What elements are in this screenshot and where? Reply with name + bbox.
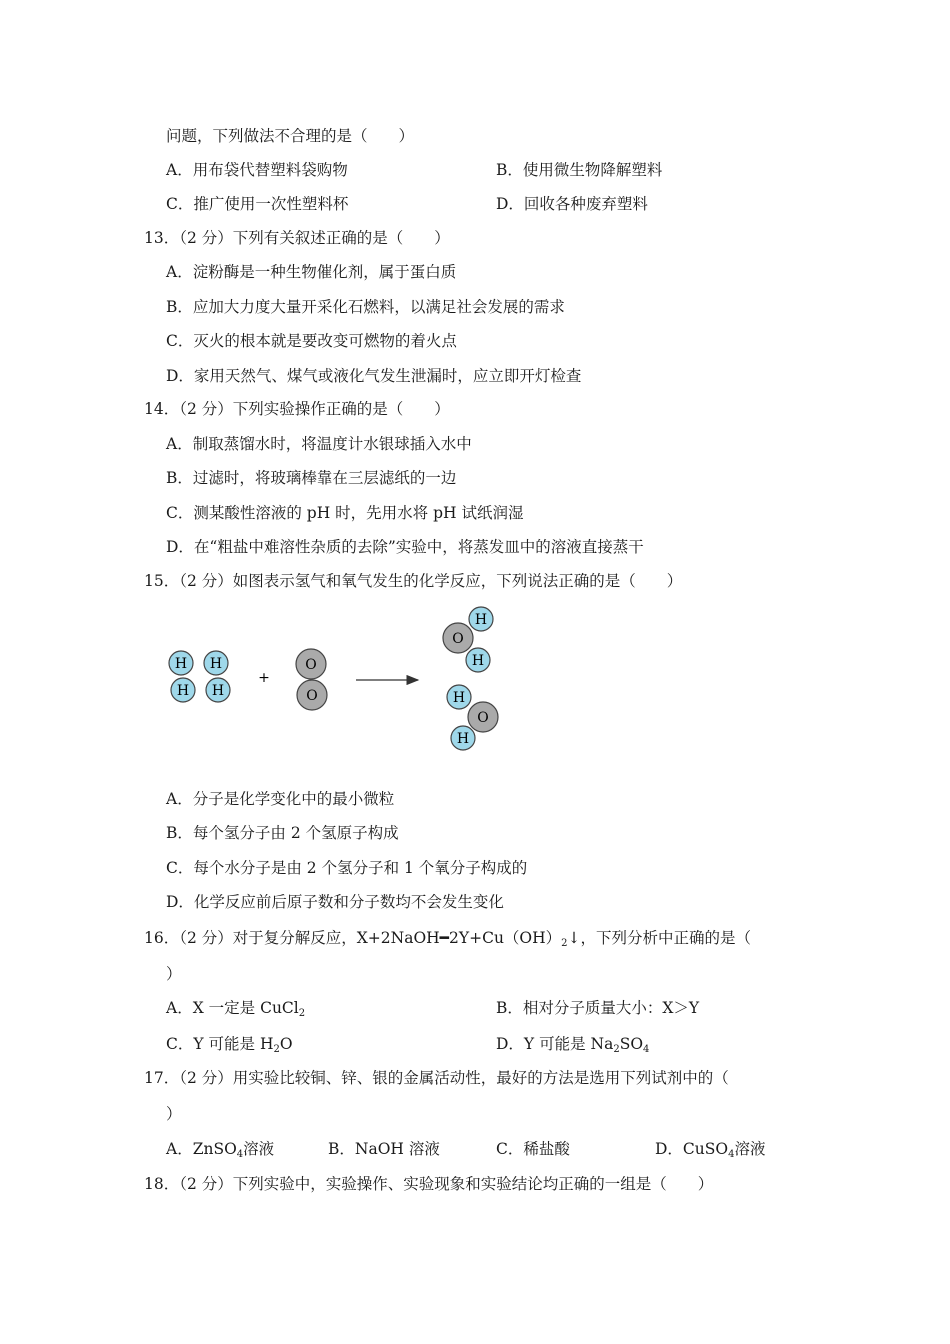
svg-text:H: H [474, 612, 488, 628]
q16-option-d[interactable]: D．Y 可能是 $Na_2SO_4$ [496, 1035, 650, 1055]
svg-text:H: H [174, 656, 188, 672]
q14-option-d[interactable]: D．在“粗盐中难溶性杂质的去除”实验中，将蒸发皿中的溶液直接蒸干 [166, 538, 644, 556]
q12-option-a[interactable]: A．用布袋代替塑料袋购物 [166, 161, 348, 179]
q12-option-c[interactable]: C．推广使用一次性塑料杯 [166, 195, 349, 213]
hydrogen-molecule-1 [169, 651, 195, 702]
q17-stem: 17．（2 分）用实验比较铜、锌、银的金属活动性，最好的方法是选用下列试剂中的（ [144, 1069, 729, 1087]
svg-text:O: O [452, 631, 464, 647]
q13-option-d[interactable]: D．家用天然气、煤气或液化气发生泄漏时，应立即开灯检查 [166, 367, 582, 385]
q12-stem-tail: 问题，下列做法不合理的是（ ） [166, 127, 415, 145]
q17-option-c[interactable]: C．稀盐酸 [496, 1140, 570, 1158]
hydrogen-molecule-2 [204, 651, 230, 702]
q17-option-a[interactable]: A．ZnSO$_4$溶液 [166, 1140, 275, 1160]
q17-option-d[interactable]: D．CuSO$_4$溶液 [655, 1140, 766, 1160]
q17-option-b[interactable]: B．NaOH 溶液 [328, 1140, 440, 1158]
q16-option-b[interactable]: B．相对分子质量大小：X＞Y [496, 999, 700, 1017]
svg-text:H: H [209, 656, 223, 672]
q17-stem-line2: ） [166, 1105, 182, 1123]
q12-option-b[interactable]: B．使用微生物降解塑料 [496, 161, 663, 179]
q15-option-b[interactable]: B．每个氢分子由 2 个氢原子构成 [166, 824, 399, 842]
oxygen-molecule [296, 649, 327, 710]
q13-option-b[interactable]: B．应加大力度大量开采化石燃料，以满足社会发展的需求 [166, 298, 565, 316]
svg-text:O: O [477, 710, 489, 726]
svg-text:H: H [211, 683, 225, 699]
plus-sign: + [258, 670, 270, 686]
q15-option-d[interactable]: D．化学反应前后原子数和分子数均不会发生变化 [166, 893, 504, 911]
q15-option-a[interactable]: A．分子是化学变化中的最小微粒 [166, 790, 395, 808]
water-molecule-2 [447, 685, 498, 750]
q16-option-c[interactable]: C．Y 可能是 $H_2O$ [166, 1035, 293, 1055]
q14-option-c[interactable]: C．测某酸性溶液的 pH 时，先用水将 pH 试纸润湿 [166, 504, 524, 522]
svg-text:H: H [452, 690, 466, 706]
q16-stem: 16．（2 分）对于复分解反应，$X+2NaOH━2Y+Cu(OH)_2↓$，下列分析中正确的是（ [144, 929, 752, 949]
reaction-diagram [160, 600, 510, 760]
q14-option-a[interactable]: A．制取蒸馏水时，将温度计水银球插入水中 [166, 435, 472, 453]
q14-option-b[interactable]: B．过滤时，将玻璃棒靠在三层滤纸的一边 [166, 469, 457, 487]
svg-text:H: H [456, 731, 470, 747]
q13-option-a[interactable]: A．淀粉酶是一种生物催化剂，属于蛋白质 [166, 263, 457, 281]
svg-text:H: H [176, 683, 190, 699]
q13-option-c[interactable]: C．灭火的根本就是要改变可燃物的着火点 [166, 332, 457, 350]
q12-option-d[interactable]: D．回收各种废弃塑料 [496, 195, 648, 213]
water-molecule-1 [443, 607, 493, 672]
q16-option-a[interactable]: A．X 一定是 CuCl$_2$ [166, 999, 306, 1019]
q13-stem: 13．（2 分）下列有关叙述正确的是（ ） [144, 229, 450, 247]
q15-stem: 15．（2 分）如图表示氢气和氧气发生的化学反应，下列说法正确的是（ ） [144, 572, 683, 590]
svg-text:O: O [305, 657, 317, 673]
q14-stem: 14．（2 分）下列实验操作正确的是（ ） [144, 400, 450, 418]
q18-stem: 18．（2 分）下列实验中，实验操作、实验现象和实验结论均正确的一组是（ ） [144, 1175, 714, 1193]
q15-option-c[interactable]: C．每个水分子是由 2 个氢分子和 1 个氧分子构成的 [166, 859, 528, 877]
svg-text:O: O [306, 688, 318, 704]
svg-text:H: H [471, 653, 485, 669]
q16-stem-line2: ） [166, 965, 182, 983]
